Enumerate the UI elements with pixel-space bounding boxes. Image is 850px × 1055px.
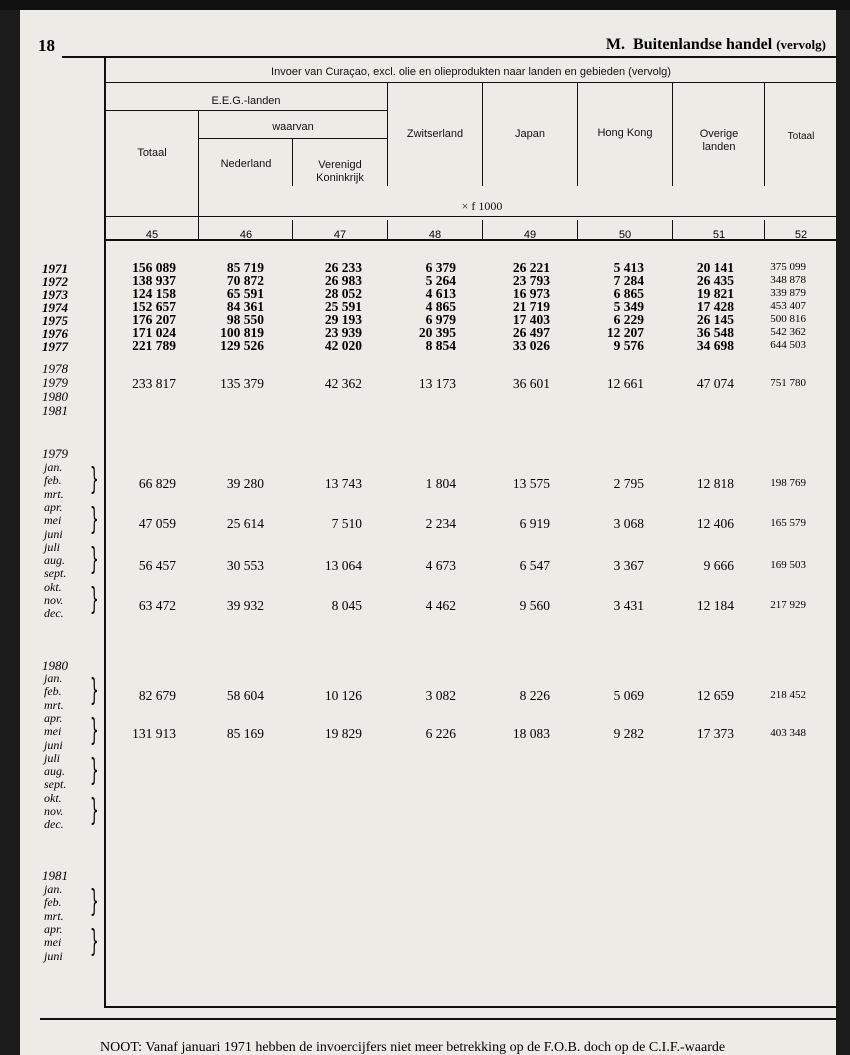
value-cell: 36 601	[512, 376, 550, 391]
rule-bottom	[104, 1006, 836, 1008]
total-cell: 217 929	[770, 599, 806, 611]
month-label: juli	[44, 750, 61, 765]
value-cell: 7 284	[613, 273, 644, 288]
footnote: NOOT: Vanaf januari 1971 hebben de invoercijfers niet meer betrekking op de F.O.B. doch op de C.I.F.-waarde	[100, 1040, 726, 1055]
value-cell: 4 462	[425, 598, 456, 613]
value-cell: 3 367	[613, 558, 644, 573]
value-cell: 6 979	[425, 312, 456, 327]
month-label: mrt.	[44, 486, 64, 501]
year-label: 1981	[42, 403, 68, 418]
value-cell: 171 024	[132, 325, 176, 340]
value-cell: 65 591	[226, 286, 264, 301]
month-label: feb.	[44, 895, 62, 910]
vline-1	[198, 110, 199, 222]
value-cell: 233 817	[132, 376, 176, 391]
value-cell: 176 207	[132, 312, 176, 327]
vline-cn5	[577, 220, 578, 241]
value-cell: 4 865	[425, 299, 456, 314]
value-cell: 221 789	[132, 338, 176, 353]
value-cell: 12 184	[696, 598, 734, 613]
total-cell: 751 780	[770, 377, 806, 389]
month-label: okt.	[44, 579, 62, 594]
month-label: feb.	[44, 473, 62, 488]
month-label: dec.	[44, 606, 64, 621]
total-cell: 169 503	[770, 559, 806, 571]
colnum-48: 48	[428, 229, 442, 241]
value-cell: 129 526	[220, 338, 264, 353]
value-cell: 13 743	[324, 476, 362, 491]
total-cell: 218 452	[770, 689, 806, 701]
value-cell: 16 973	[512, 286, 550, 301]
month-label: nov.	[44, 804, 64, 818]
colnum-52: 52	[794, 229, 808, 241]
value-cell: 6 229	[613, 312, 644, 327]
month-label: aug.	[44, 553, 65, 568]
month-label: sept.	[44, 566, 67, 581]
value-cell: 84 361	[226, 299, 264, 314]
month-label: jan.	[44, 460, 63, 474]
vline-cn6	[672, 220, 673, 241]
month-label: dec.	[44, 817, 64, 832]
section-title: Buitenlandse handel	[633, 36, 773, 53]
value-cell: 42 020	[324, 338, 362, 353]
value-cell: 5 069	[613, 688, 644, 703]
value-cell: 26 145	[696, 312, 734, 327]
value-cell: 6 547	[519, 558, 550, 573]
total-cell: 348 878	[770, 274, 806, 286]
value-cell: 7 510	[331, 516, 362, 531]
value-cell: 17 373	[696, 726, 734, 741]
value-cell: 36 548	[696, 325, 734, 340]
value-cell: 13 064	[324, 558, 362, 573]
value-cell: 3 068	[613, 516, 644, 531]
total-cell: 403 348	[770, 727, 806, 739]
group-year-1980: 1980	[42, 658, 68, 673]
month-label: apr.	[44, 921, 63, 936]
value-cell: 85 719	[226, 260, 264, 275]
value-cell: 152 657	[132, 299, 176, 314]
month-label: apr.	[44, 710, 63, 725]
vline-3	[387, 82, 388, 186]
value-cell: 25 614	[226, 516, 264, 531]
value-cell: 10 126	[324, 688, 362, 703]
value-cell: 2 234	[425, 516, 456, 531]
vline-5	[577, 82, 578, 186]
rule-eeg	[104, 110, 387, 111]
colnum-51: 51	[712, 229, 726, 241]
header-unit: × f 1000	[461, 199, 503, 213]
header-zwitserland: Zwitserland	[406, 128, 464, 140]
year-label: 1978	[42, 361, 68, 376]
value-cell: 26 435	[696, 273, 734, 288]
value-cell: 156 089	[132, 260, 176, 275]
quarter-brace: }	[90, 884, 99, 919]
year-label: 1974	[42, 300, 68, 315]
month-label: mrt.	[44, 908, 64, 923]
month-label: jan.	[44, 671, 63, 685]
page-number: 18	[38, 36, 55, 55]
value-cell: 63 472	[138, 598, 176, 613]
month-label: juni	[44, 526, 63, 541]
top-edge	[0, 0, 850, 10]
value-cell: 19 821	[696, 286, 734, 301]
month-label: jan.	[44, 882, 63, 896]
value-cell: 26 497	[512, 325, 550, 340]
value-cell: 135 379	[220, 376, 264, 391]
value-cell: 5 413	[613, 260, 644, 275]
vline-cn4	[482, 220, 483, 241]
month-label: okt.	[44, 790, 62, 805]
header-japan: Japan	[515, 128, 545, 140]
quarter-brace: }	[90, 501, 99, 537]
value-cell: 26 983	[324, 273, 362, 288]
value-cell: 17 403	[512, 312, 550, 327]
vline-6	[672, 82, 673, 186]
value-cell: 8 226	[519, 688, 550, 703]
month-label: mei	[44, 513, 62, 528]
value-cell: 42 362	[324, 376, 362, 391]
value-cell: 6 919	[519, 516, 550, 531]
value-cell: 2 795	[613, 476, 644, 491]
value-cell: 19 829	[324, 726, 362, 741]
header-totaal-2: Totaal	[787, 131, 815, 142]
value-cell: 33 026	[512, 338, 550, 353]
value-cell: 12 661	[606, 376, 644, 391]
section-header	[606, 36, 826, 54]
header-verenigd-1: Verenigd	[318, 159, 362, 171]
value-cell: 3 082	[425, 688, 456, 703]
header-overige-1: Overige	[699, 128, 739, 140]
month-label: sept.	[44, 777, 67, 792]
rule-top	[62, 56, 836, 58]
value-cell: 12 818	[696, 476, 734, 491]
value-cell: 3 431	[613, 598, 644, 613]
value-cell: 17 428	[696, 299, 734, 314]
header-overige-2: landen	[702, 141, 736, 153]
value-cell: 39 932	[226, 598, 264, 613]
month-label: feb.	[44, 684, 62, 699]
vline-cn1	[198, 220, 199, 241]
year-label: 1979	[42, 375, 68, 390]
colnum-45: 45	[145, 229, 159, 241]
value-cell: 28 052	[324, 286, 362, 301]
value-cell: 98 550	[226, 312, 264, 327]
value-cell: 70 872	[226, 273, 264, 288]
total-cell: 542 362	[770, 326, 806, 338]
value-cell: 39 280	[226, 476, 264, 491]
colnum-47: 47	[333, 229, 347, 241]
colnum-50: 50	[618, 229, 632, 241]
value-cell: 12 207	[606, 325, 644, 340]
value-cell: 58 604	[226, 688, 264, 703]
value-cell: 5 264	[425, 273, 456, 288]
vline-2	[292, 138, 293, 186]
value-cell: 138 937	[132, 273, 176, 288]
value-cell: 124 158	[132, 286, 176, 301]
value-cell: 85 169	[226, 726, 264, 741]
year-label: 1976	[42, 326, 68, 341]
header-eeg: E.E.G.-landen	[211, 95, 281, 107]
value-cell: 26 233	[324, 260, 362, 275]
value-cell: 47 074	[696, 376, 734, 391]
year-label: 1975	[42, 313, 68, 328]
quarter-brace: }	[90, 752, 99, 788]
month-label: nov.	[44, 593, 64, 607]
month-label: apr.	[44, 499, 63, 514]
vline-cn7	[764, 220, 765, 241]
colnum-46: 46	[239, 229, 253, 241]
value-cell: 20 141	[696, 260, 734, 275]
month-label: mei	[44, 724, 62, 739]
month-label: juni	[44, 948, 63, 963]
header-nederland: Nederland	[220, 158, 272, 170]
rule-page-bottom	[40, 1018, 836, 1020]
value-cell: 8 045	[331, 598, 362, 613]
vline-7	[764, 82, 765, 186]
quarter-brace: }	[90, 581, 99, 617]
header-waarvan: waarvan	[272, 121, 314, 133]
total-cell: 500 816	[770, 313, 806, 325]
value-cell: 13 173	[418, 376, 456, 391]
quarter-brace: }	[90, 541, 99, 577]
value-cell: 25 591	[324, 299, 362, 314]
total-cell: 375 099	[770, 261, 806, 273]
quarter-brace: }	[90, 462, 99, 497]
vline-4	[482, 82, 483, 186]
header-verenigd-2: Koninkrijk	[316, 172, 364, 184]
value-cell: 34 698	[696, 338, 734, 353]
value-cell: 26 221	[512, 260, 550, 275]
value-cell: 30 553	[226, 558, 264, 573]
table-title: Invoer van Curaçao, excl. olie en olieprodukten naar landen en gebieden (vervolg)	[271, 66, 671, 78]
value-cell: 47 059	[138, 516, 176, 531]
month-label: juni	[44, 737, 63, 752]
year-label: 1980	[42, 389, 68, 404]
year-label: 1977	[42, 339, 68, 354]
month-label: mrt.	[44, 697, 64, 712]
quarter-brace: }	[90, 923, 99, 959]
quarter-brace: }	[90, 792, 99, 828]
value-cell: 82 679	[138, 688, 176, 703]
value-cell: 5 349	[613, 299, 644, 314]
value-cell: 29 193	[324, 312, 362, 327]
year-label: 1972	[42, 274, 68, 289]
value-cell: 66 829	[138, 476, 176, 491]
value-cell: 18 083	[512, 726, 550, 741]
value-cell: 4 673	[425, 558, 456, 573]
header-hongkong: Hong Kong	[597, 127, 653, 139]
value-cell: 6 865	[613, 286, 644, 301]
value-cell: 21 719	[512, 299, 550, 314]
month-label: juli	[44, 539, 61, 554]
total-cell: 339 879	[770, 287, 806, 299]
year-label: 1973	[42, 287, 68, 302]
total-cell: 644 503	[770, 339, 806, 351]
quarter-brace: }	[90, 712, 99, 748]
value-cell: 20 395	[418, 325, 456, 340]
header-totaal: Totaal	[137, 147, 167, 159]
value-cell: 1 804	[425, 476, 456, 491]
value-cell: 23 793	[512, 273, 550, 288]
section-suffix: (vervolg)	[776, 37, 826, 52]
value-cell: 9 560	[519, 598, 550, 613]
value-cell: 4 613	[425, 286, 456, 301]
rule-unit	[104, 216, 836, 217]
total-cell: 198 769	[770, 477, 806, 489]
value-cell: 6 379	[425, 260, 456, 275]
group-year-1979: 1979	[42, 446, 68, 461]
document-page	[20, 10, 836, 1055]
rule-title	[104, 82, 836, 83]
month-label: aug.	[44, 764, 65, 779]
value-cell: 9 282	[613, 726, 644, 741]
value-cell: 131 913	[132, 726, 176, 741]
month-label: mei	[44, 935, 62, 950]
value-cell: 9 576	[613, 338, 644, 353]
value-cell: 13 575	[512, 476, 550, 491]
value-cell: 23 939	[324, 325, 362, 340]
colnum-49: 49	[523, 229, 537, 241]
value-cell: 8 854	[425, 338, 456, 353]
total-cell: 165 579	[770, 517, 806, 529]
vline-cn3	[387, 220, 388, 241]
group-year-1981: 1981	[42, 868, 68, 883]
vline-cn2	[292, 220, 293, 241]
section-letter: M.	[605, 36, 626, 53]
value-cell: 9 666	[703, 558, 734, 573]
value-cell: 6 226	[425, 726, 456, 741]
value-cell: 100 819	[220, 325, 264, 340]
quarter-brace: }	[90, 673, 99, 708]
value-cell: 12 406	[696, 516, 734, 531]
total-cell: 453 407	[770, 300, 806, 312]
year-label: 1971	[42, 261, 68, 276]
value-cell: 56 457	[138, 558, 176, 573]
value-cell: 12 659	[696, 688, 734, 703]
